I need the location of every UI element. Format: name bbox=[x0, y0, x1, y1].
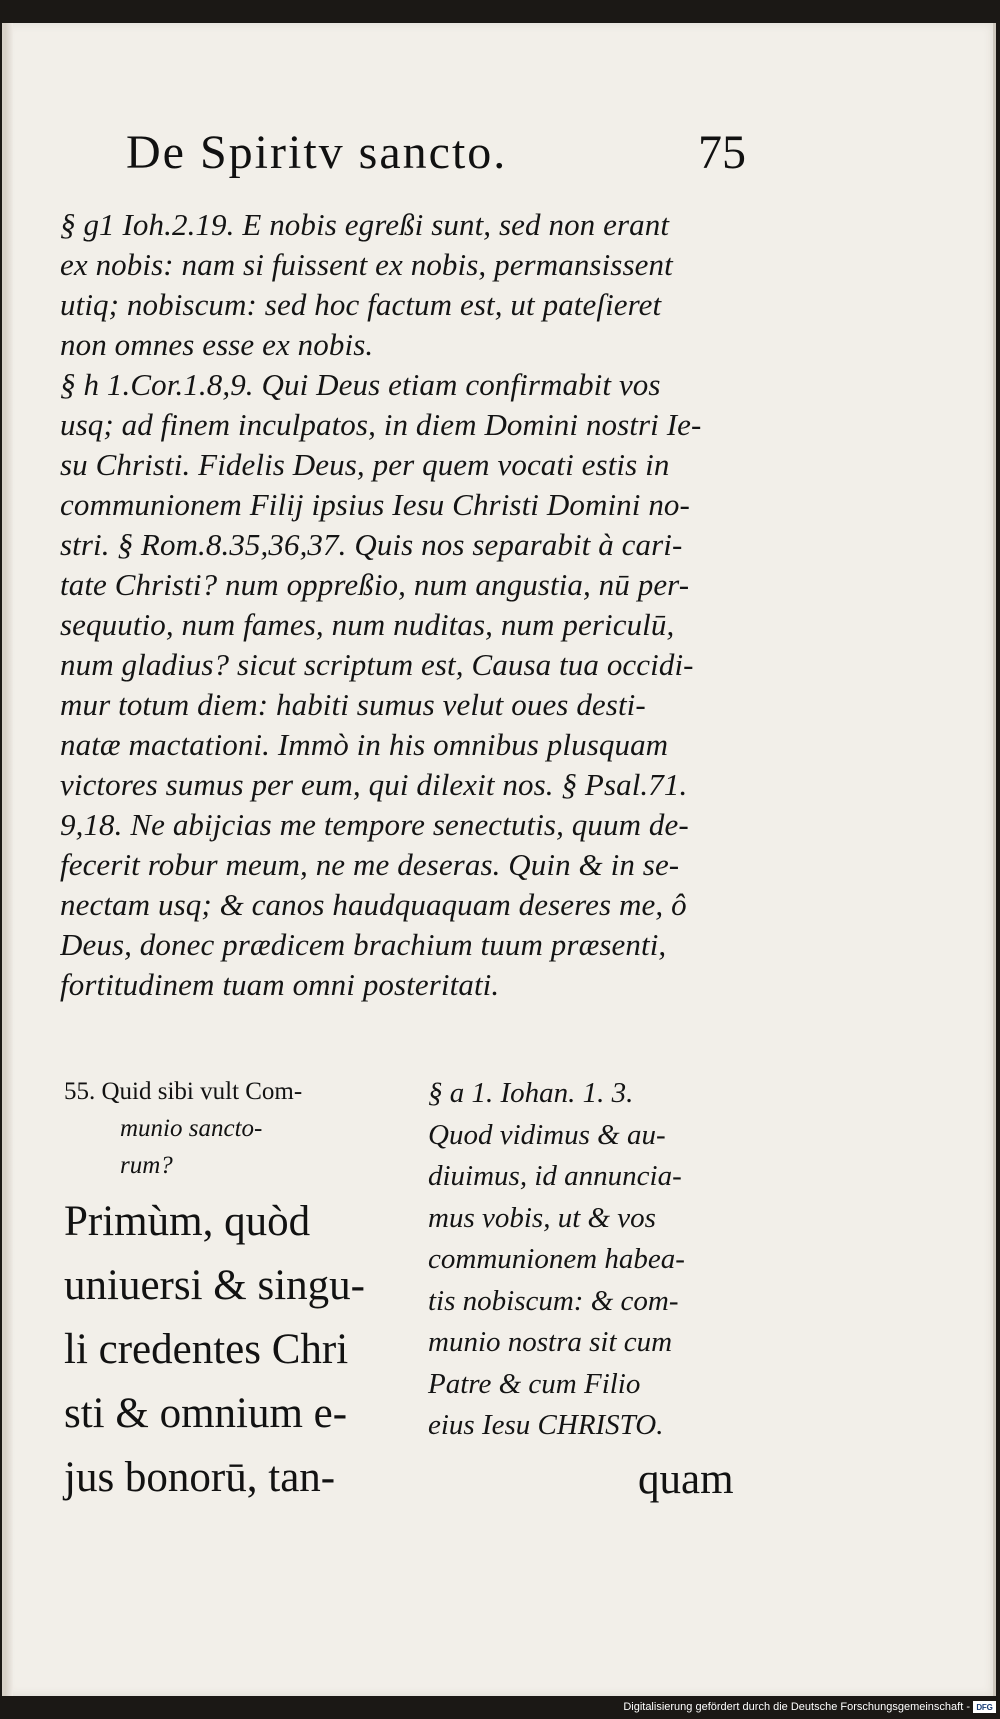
dfg-logo-icon: DFG bbox=[973, 1701, 996, 1713]
gloss-line: Quod vidimus & au- bbox=[428, 1118, 666, 1151]
gloss-line: § a 1. Iohan. 1. 3. bbox=[428, 1077, 634, 1109]
main-text-line: utiq; nobiscum: sed hoc factum est, ut pateſieret bbox=[60, 287, 662, 322]
question-line: 55. Quid sibi vult Com- bbox=[64, 1078, 303, 1105]
gloss-line: mus vobis, ut & vos bbox=[428, 1201, 656, 1234]
gloss-line: munio nostra sit cum bbox=[428, 1326, 673, 1358]
answer-line: Primùm, quòd bbox=[64, 1198, 311, 1245]
main-text-line: 9,18. Ne abijcias me tempore senectutis, quum de- bbox=[60, 807, 689, 842]
gloss-line: tis nobiscum: & com- bbox=[428, 1284, 679, 1317]
main-text-line: num gladius? sicut scriptum est, Causa tua occidi- bbox=[60, 647, 694, 682]
main-text-line: § g1 Ioh.2.19. E nobis egreßi sunt, sed non erant bbox=[60, 207, 670, 242]
main-text-line: § h 1.Cor.1.8,9. Qui Deus etiam confirmabit vos bbox=[60, 367, 661, 402]
question-line: munio sancto- bbox=[120, 1115, 263, 1142]
main-text-line: non omnes esse ex nobis. bbox=[60, 327, 374, 362]
main-text-line: su Christi. Fidelis Deus, per quem vocati estis in bbox=[60, 447, 670, 482]
answer-line: li credentes Chri bbox=[64, 1326, 349, 1373]
main-text-line: tate Christi? num oppreßio, num angustia, nū per- bbox=[60, 567, 690, 602]
gloss-line: communionem habea- bbox=[428, 1243, 685, 1275]
catchword: quam bbox=[638, 1456, 734, 1503]
main-text-line: communionem Filij ipsius Iesu Christi Domini no- bbox=[60, 487, 690, 522]
page-number: 75 bbox=[698, 126, 746, 179]
answer-line: jus bonorū, tan- bbox=[64, 1454, 336, 1501]
digitization-footer bbox=[623, 1699, 996, 1715]
answer-line: sti & omnium e- bbox=[64, 1390, 348, 1437]
main-text-line: ex nobis: nam si fuissent ex nobis, permansissent bbox=[60, 247, 673, 282]
main-text-block bbox=[60, 205, 744, 1005]
main-text-line: nectam usq; & canos haudquaquam deseres me, ô bbox=[60, 887, 687, 922]
gloss-line: Patre & cum Filio bbox=[428, 1367, 641, 1400]
book-page bbox=[2, 23, 996, 1696]
main-text-line: fortitudinem tuam omni posteritati. bbox=[60, 967, 500, 1002]
page-header bbox=[126, 124, 746, 182]
question-answer-column bbox=[64, 1073, 414, 1504]
gloss-line: diuimus, id annuncia- bbox=[428, 1160, 682, 1192]
main-text-line: natæ mactationi. Immò in his omnibus plusquam bbox=[60, 727, 669, 762]
page-binding-edge bbox=[6, 23, 13, 1696]
main-text-line: Deus, donec prædicem brachium tuum præsenti, bbox=[60, 927, 667, 962]
gloss-line: eius Iesu CHRISTO. bbox=[428, 1409, 664, 1441]
main-text-line: fecerit robur meum, ne me deseras. Quin & in se- bbox=[60, 847, 680, 882]
main-text-line: stri. § Rom.8.35,36,37. Quis nos separabit à cari- bbox=[60, 527, 683, 562]
main-text-line: mur totum diem: habiti sumus velut oues desti- bbox=[60, 687, 646, 722]
main-text-line: usq; ad finem inculpatos, in diem Domini nostri Ie- bbox=[60, 407, 702, 442]
main-text-line: victores sumus per eum, qui dilexit nos. § Psal.71. bbox=[60, 767, 688, 802]
scripture-gloss-column bbox=[428, 1073, 748, 1447]
question-line: rum? bbox=[120, 1152, 173, 1179]
funding-notice: Digitalisierung gefördert durch die Deutsche Forschungsgemeinschaft - bbox=[623, 1701, 970, 1713]
running-title: De Spiritv sancto. bbox=[126, 126, 508, 179]
main-text-line: sequutio, num fames, num nuditas, num periculū, bbox=[60, 607, 675, 642]
answer-line: uniuersi & singu- bbox=[64, 1262, 365, 1309]
